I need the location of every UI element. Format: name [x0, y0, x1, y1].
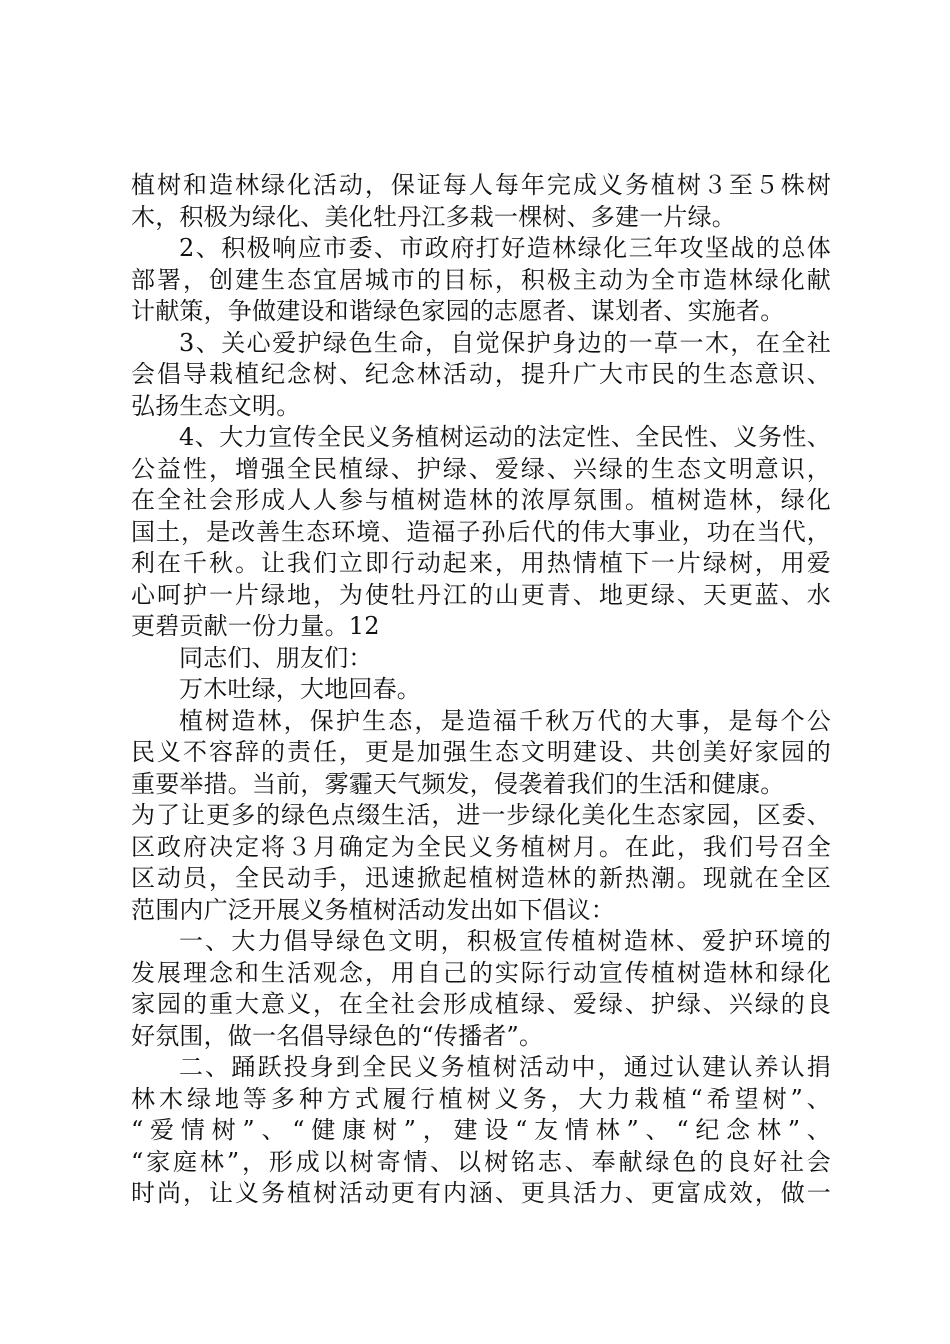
text-line: 部署，创建生态宜居城市的目标，积极主动为全市造林绿化献: [131, 265, 831, 294]
text-line: 2、积极响应市委、市政府打好造林绿化三年攻坚战的总体: [179, 234, 831, 262]
text-line: 植树造林，保护生态，是造福千秋万代的大事，是每个公: [179, 706, 831, 735]
text-line: 心呵护一片绿地，为使牡丹江的山更青、地更绿、天更蓝、水: [131, 580, 831, 609]
text-line: 发展理念和生活观念，用自己的实际行动宣传植树造林和绿化: [131, 958, 831, 987]
text-line: 木，积极为绿化、美化牡丹江多栽一棵树、多建一片绿。: [131, 202, 736, 231]
text-line: 家园的重大意义，在全社会形成植绿、爱绿、护绿、兴绿的良: [131, 990, 831, 1018]
text-line: 3、关心爱护绿色生命，自觉保护身边的一草一木，在全社: [179, 328, 831, 357]
text-line: 一、大力倡导绿色文明，积极宣传植树造林、爱护环境的: [179, 927, 831, 955]
text-line: 时尚，让义务植树活动更有内涵、更具活力、更富成效，做一: [131, 1179, 831, 1207]
text-line: 利在千秋。让我们立即行动起来，用热情植下一片绿树，用爱: [131, 549, 831, 577]
text-line: 区动员，全民动手，迅速掀起植树造林的新热潮。现就在全区: [131, 864, 831, 892]
text-line: “家庭林”，形成以树寄情、以树铭志、奉献绿色的良好社会: [131, 1147, 831, 1176]
text-line: 区政府决定将３月确定为全民义务植树月。在此，我们号召全: [131, 832, 831, 861]
text-line: 好氛围，做一名倡导绿色的“传播者”。: [131, 1021, 544, 1050]
text-line: 在全社会形成人人参与植树造林的浓厚氛围。植树造林，绿化: [131, 486, 831, 514]
text-line: “爱情树”、“健康树”，建设“友情林”、“纪念林”、: [131, 1116, 831, 1144]
text-line: 民义不容辞的责任，更是加强生态文明建设、共创美好家园的: [131, 738, 831, 766]
text-line: 二、踊跃投身到全民义务植树活动中，通过认建认养认捐: [179, 1053, 831, 1081]
text-line: 更碧贡献一份力量。12: [131, 612, 380, 640]
text-line: 会倡导栽植纪念树、纪念林活动，提升广大市民的生态意识、: [131, 360, 831, 388]
text-line: 同志们、朋友们：: [179, 643, 373, 672]
text-line: 国土，是改善生态环境、造福子孙后代的伟大事业，功在当代，: [131, 517, 831, 546]
text-line: 范围内广泛开展义务植树活动发出如下倡议：: [131, 895, 615, 924]
text-line: 万木吐绿，大地回春。: [179, 675, 421, 703]
text-line: 林木绿地等多种方式履行植树义务，大力栽植“希望树”、: [131, 1084, 831, 1113]
document-body: [131, 170, 831, 1210]
text-line: 植树和造林绿化活动，保证每人每年完成义务植树３至５株树: [131, 171, 831, 199]
text-line: 为了让更多的绿色点缀生活，进一步绿化美化生态家园，区委、: [131, 801, 831, 829]
text-line: 计献策，争做建设和谐绿色家园的志愿者、谋划者、实施者。: [131, 297, 785, 325]
text-line: 4、大力宣传全民义务植树运动的法定性、全民性、义务性、: [179, 423, 831, 451]
text-line: 重要举措。当前，雾霾天气频发，侵袭着我们的生活和健康。: [131, 769, 785, 798]
text-line: 公益性，增强全民植绿、护绿、爱绿、兴绿的生态文明意识，: [131, 454, 831, 483]
text-line: 弘扬生态文明。: [131, 391, 301, 420]
